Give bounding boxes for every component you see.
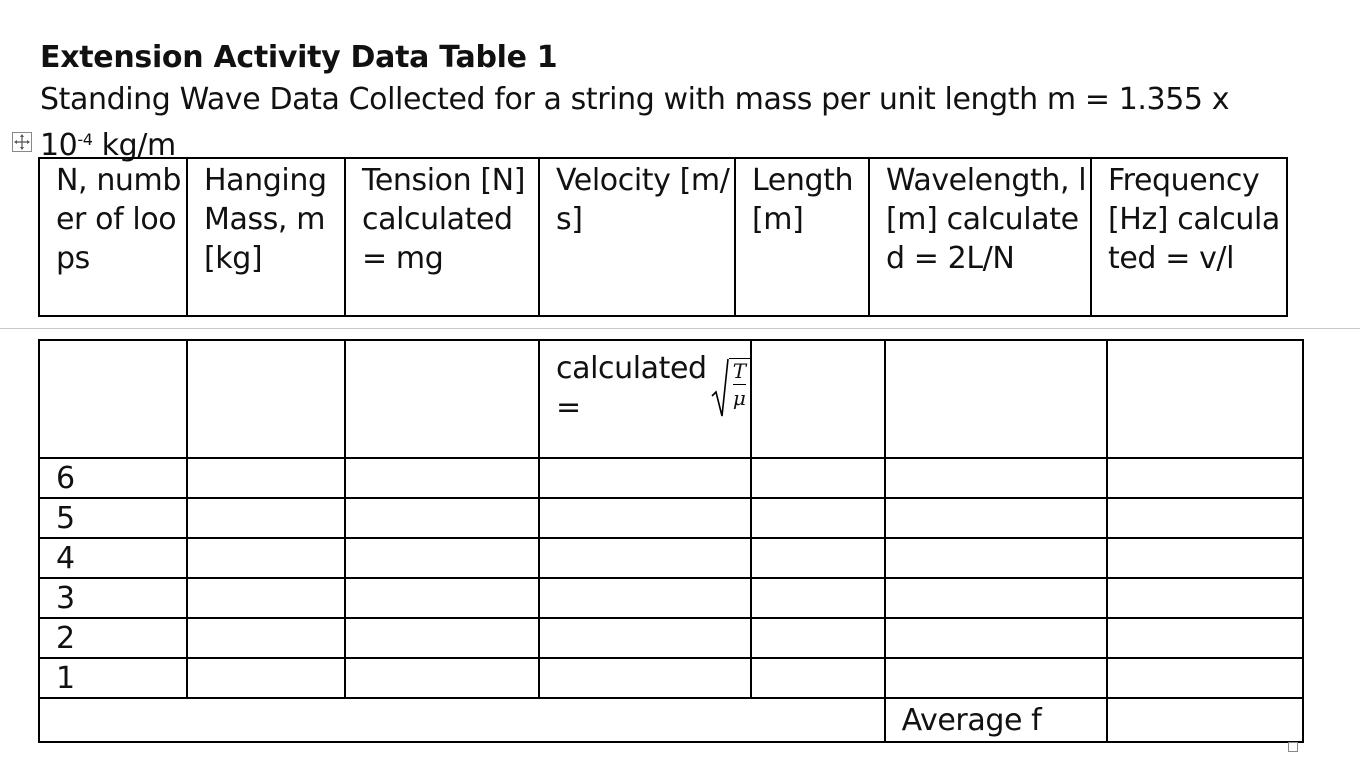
table-cell[interactable] [539,618,751,658]
table-cell[interactable] [187,538,345,578]
table-cell[interactable] [751,538,885,578]
table-caption [40,80,1300,166]
header-cell-n[interactable]: N, number of loops [39,158,187,316]
fraction-bar [733,384,746,385]
table-cell[interactable] [345,458,539,498]
n-cell[interactable]: 1 [39,658,187,698]
table-cell[interactable] [187,658,345,698]
table-cell[interactable] [885,578,1107,618]
table-row [39,458,1303,498]
table-cell[interactable] [885,658,1107,698]
table-cell[interactable] [187,618,345,658]
n-cell[interactable]: 5 [39,498,187,538]
formula-row [39,340,1303,458]
table-cell[interactable] [885,538,1107,578]
header-cell-velocity[interactable]: Velocity [m/s] [539,158,735,316]
table-cell[interactable] [1107,340,1303,458]
average-row [39,698,1303,742]
caption-unit: kg/m [92,128,176,163]
sqrt-radical-icon [711,358,729,418]
header-cell-tension[interactable]: Tension [N] calculated = mg [345,158,539,316]
table-cell[interactable] [751,340,885,458]
table-row [39,618,1303,658]
table-row [39,538,1303,578]
table-cell[interactable] [539,658,751,698]
table-row [39,658,1303,698]
table-cell[interactable] [345,538,539,578]
merged-empty-cell[interactable] [39,698,885,742]
table-cell[interactable] [345,658,539,698]
table-cell[interactable] [187,458,345,498]
table-cell[interactable] [751,658,885,698]
table-cell[interactable] [345,340,539,458]
table-cell[interactable] [1107,458,1303,498]
data-table-header [38,157,1288,317]
table-cell[interactable] [345,578,539,618]
table-cell[interactable] [1107,498,1303,538]
table-cell[interactable] [539,458,751,498]
caption-unit-exponent: -4 [77,130,93,149]
data-table-body [38,339,1304,743]
move-arrows-icon [13,133,31,151]
table-title: Extension Activity Data Table 1 [40,40,558,75]
average-value-cell[interactable] [1107,698,1303,742]
table-cell[interactable] [345,618,539,658]
fraction-denominator: μ [732,386,746,410]
table-cell[interactable] [39,340,187,458]
caption-unit-base: 10 [40,128,78,163]
velocity-formula [556,349,750,427]
table-cell[interactable] [539,578,751,618]
velocity-formula-cell[interactable] [539,340,751,458]
table-cell[interactable] [885,618,1107,658]
header-cell-frequency[interactable]: Frequency [Hz] calculated = v/l [1091,158,1287,316]
page-break-line [0,328,1360,329]
table-cell[interactable] [539,498,751,538]
table-cell[interactable] [885,340,1107,458]
table-cell[interactable] [1107,578,1303,618]
header-cell-mass[interactable]: Hanging Mass, m [kg] [187,158,345,316]
table-cell[interactable] [345,498,539,538]
table-cell[interactable] [751,498,885,538]
sqrt-fraction [729,358,750,418]
table-cell[interactable] [885,498,1107,538]
table-move-handle[interactable] [12,132,32,152]
n-cell[interactable]: 2 [39,618,187,658]
table-resize-handle[interactable] [1288,742,1298,752]
average-label-cell[interactable]: Average f [885,698,1107,742]
header-cell-length[interactable]: Length [m] [735,158,869,316]
table-cell[interactable] [885,458,1107,498]
sqrt-expression [711,358,750,418]
table-cell[interactable] [1107,658,1303,698]
caption-line-1: Standing Wave Data Collected for a string with mass per unit length m = 1.355 x [40,82,1230,117]
table-cell[interactable] [1107,538,1303,578]
table-cell[interactable] [751,458,885,498]
table-cell[interactable] [187,340,345,458]
n-cell[interactable]: 4 [39,538,187,578]
table-row [39,578,1303,618]
table-cell[interactable] [751,618,885,658]
table-cell[interactable] [751,578,885,618]
header-cell-wavelength[interactable]: Wavelength, l [m] calculated = 2L/N [869,158,1091,316]
n-cell[interactable]: 3 [39,578,187,618]
fraction-numerator: T [732,359,746,383]
table-cell[interactable] [539,538,751,578]
header-row [39,158,1287,316]
table-cell[interactable] [187,578,345,618]
n-cell[interactable]: 6 [39,458,187,498]
table-cell[interactable] [187,498,345,538]
table-row [39,498,1303,538]
table-cell[interactable] [1107,618,1303,658]
formula-prefix: calculated = [556,351,707,425]
